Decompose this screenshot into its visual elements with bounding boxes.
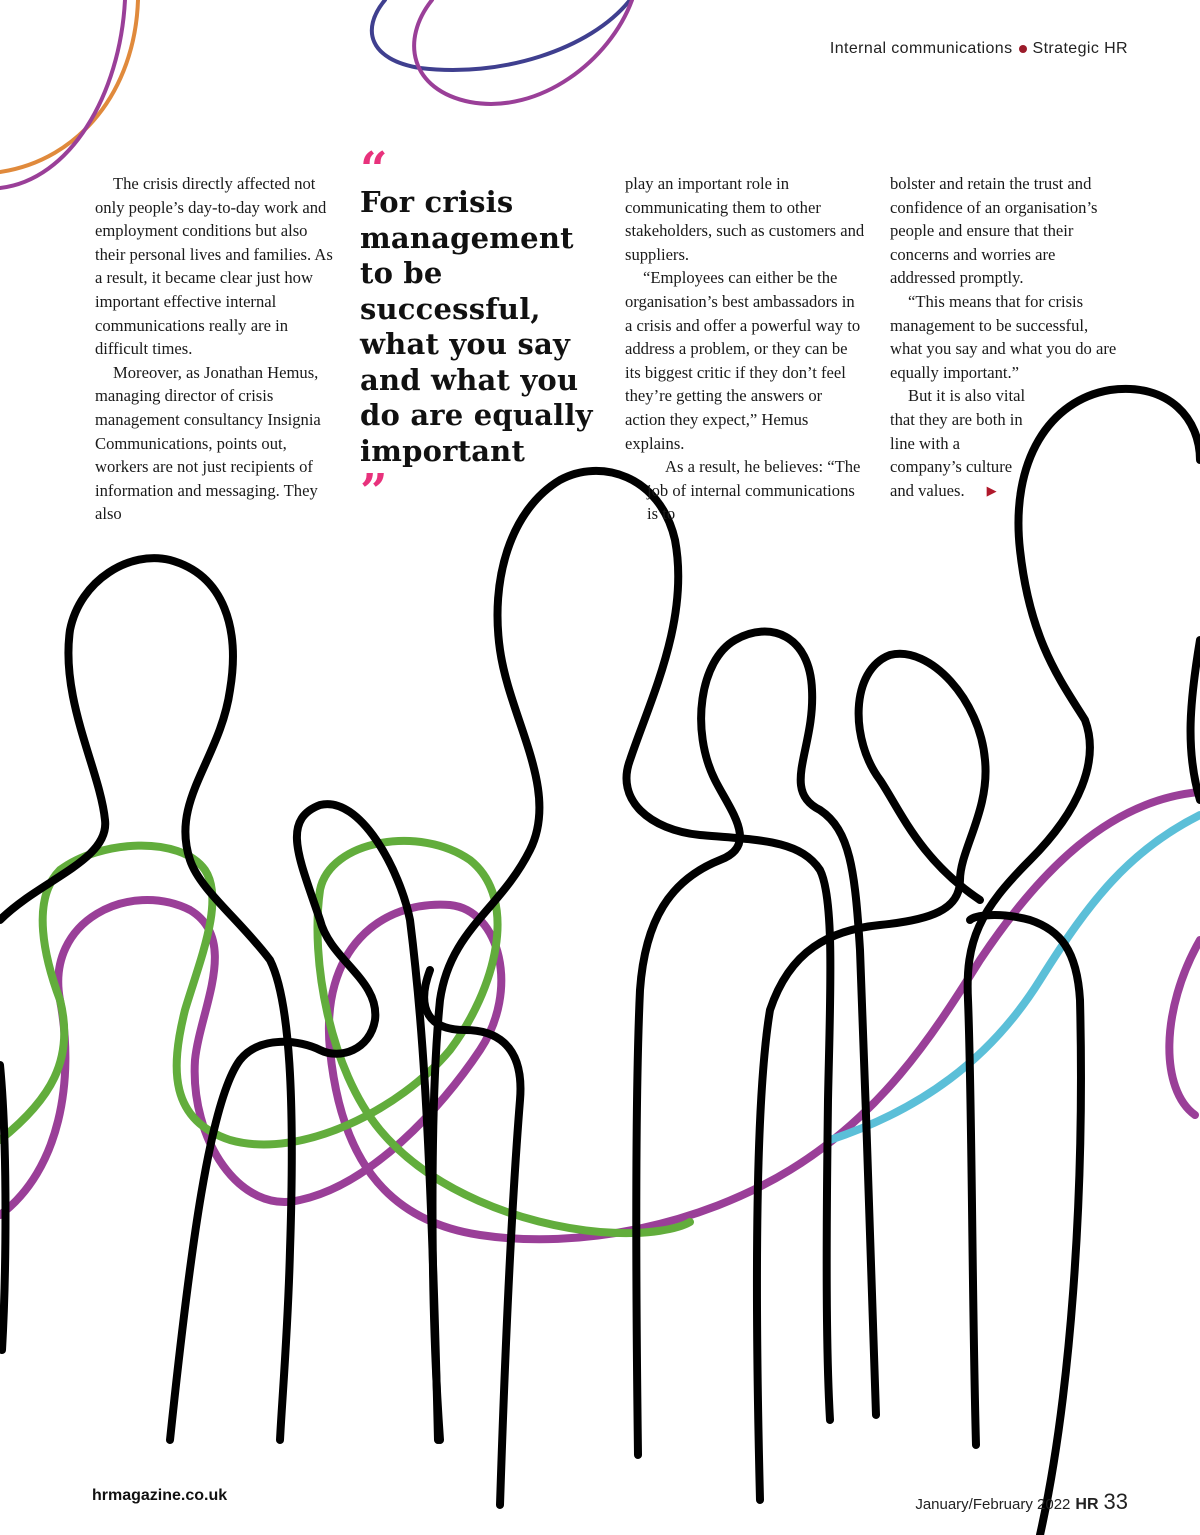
figure-6-right-edge — [1191, 640, 1200, 800]
paragraph: “Employees can either be the organisation’s best ambassadors in a crisis and offer a powerful way to address a problem, or they can be its biggest critic if they don’t feel they’re getting the answers or action they expect,” Hemus explains. — [625, 268, 861, 453]
page-number: 33 — [1103, 1489, 1128, 1514]
folio — [915, 1489, 1128, 1515]
green-wave — [0, 841, 690, 1233]
pull-quote-text: For crisis management to be successful, what you say and what you do are equally important — [360, 185, 593, 468]
paragraph-text: But it is also vital that they are both in line with a company’s culture and values. — [890, 386, 1026, 500]
close-quote-mark: ” — [360, 464, 388, 520]
paragraph: The crisis directly affected not only people’s day-to-day work and employment conditions but also their personal lives and families. As a result, it became clear just how important effective internal communications really are in difficult times. — [95, 174, 333, 359]
section-header — [830, 40, 1128, 58]
orange-arc — [0, 0, 138, 172]
paragraph: bolster and retain the trust and confidence of an organisation’s people and ensure that their concerns and worries are addressed promptly. — [890, 174, 1098, 288]
purple-wave-right — [1169, 940, 1200, 1115]
paragraph: Moreover, as Jonathan Hemus, managing director of crisis management consultancy Insignia Communications, points out, workers are not just recipients of information and messaging. They also — [95, 362, 321, 524]
figure-2 — [0, 558, 292, 1440]
dot-icon — [1019, 45, 1027, 53]
body-column-4 — [890, 172, 1120, 502]
paragraph: “This means that for crisis management to be successful, what you say and what you do are equally important.” — [890, 291, 1117, 382]
section-label: Internal communications — [829, 40, 1013, 57]
figure-2-left-edge — [0, 1065, 6, 1350]
paragraph: play an important role in communicating them to other stakeholders, such as customers and suppliers. — [625, 174, 865, 264]
paragraph: As a result, he believes: “The job of internal communications is to — [647, 457, 861, 524]
subsection-label: Strategic HR — [1032, 40, 1128, 57]
pull-quote — [360, 142, 595, 520]
magazine-name: HR — [1075, 1496, 1099, 1513]
arrow-right-icon: ▶ — [986, 482, 997, 498]
body-column-1 — [95, 172, 335, 526]
website-url: hrmagazine.co.uk — [92, 1487, 228, 1504]
issue-date: January/February 2022 — [915, 1496, 1071, 1513]
purple-loop-top — [414, 0, 632, 104]
body-column-3 — [625, 172, 865, 526]
purple-arc-top-left — [0, 0, 125, 188]
open-quote-mark: “ — [360, 142, 388, 198]
paragraph-last — [890, 384, 1035, 502]
